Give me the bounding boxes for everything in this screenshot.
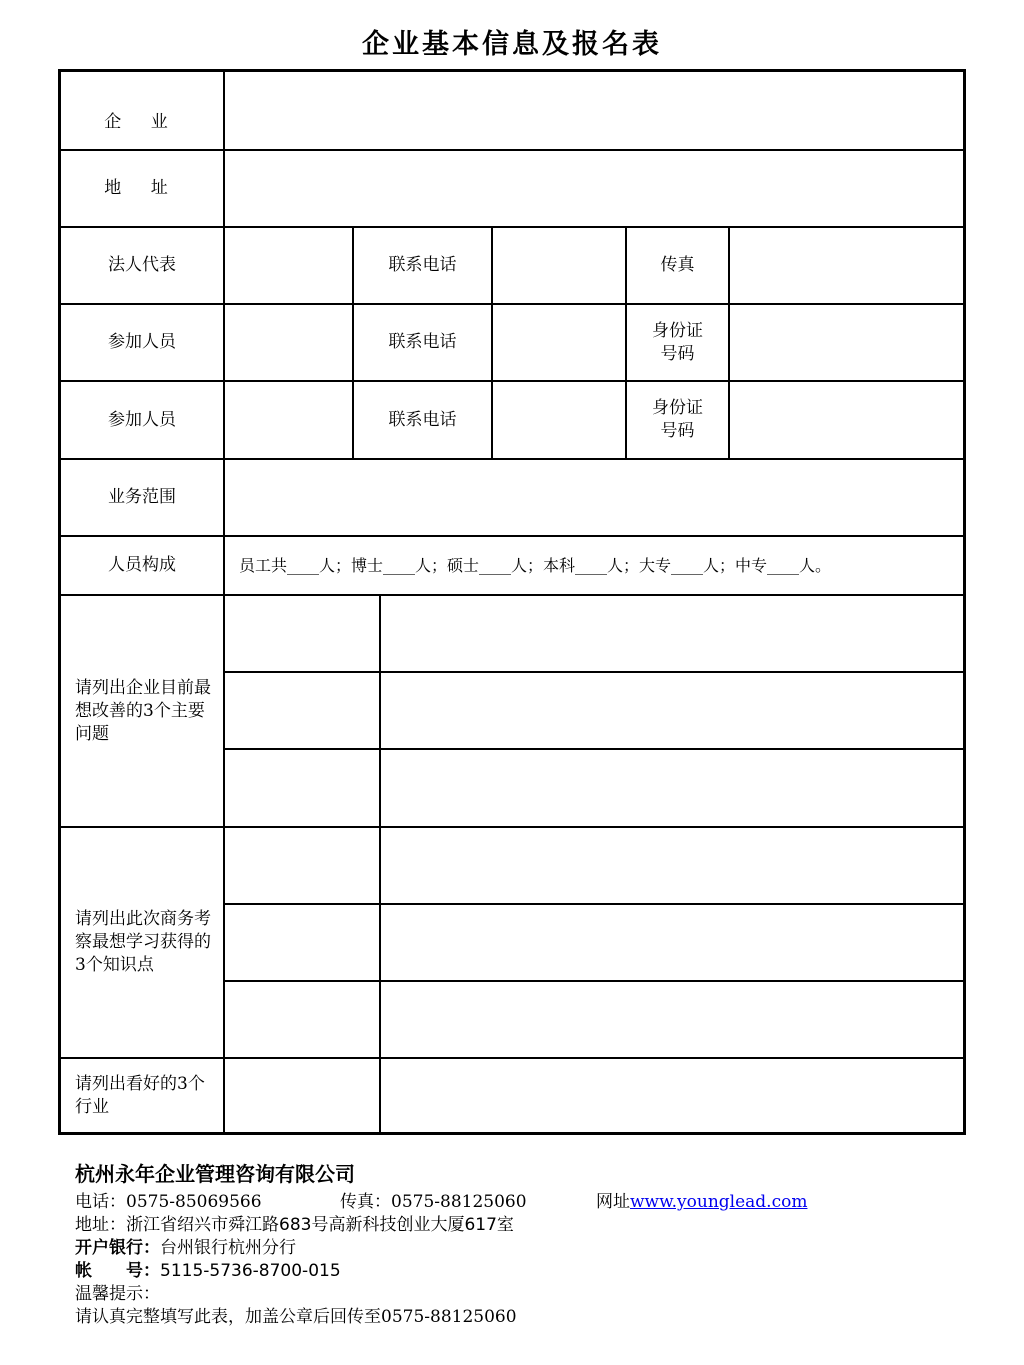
staff-composition-text[interactable]: 员工共____人；博士____人；硕士____人；本科____人；大专____人；中专____人。 bbox=[239, 556, 832, 575]
business-scope-field[interactable] bbox=[225, 460, 963, 535]
staff-label: 人员构成 bbox=[108, 555, 176, 575]
company-field[interactable] bbox=[225, 72, 963, 149]
account-label: 帐 号： bbox=[75, 1261, 160, 1281]
company-label: 企 业 bbox=[104, 111, 180, 132]
bank-label: 开户银行： bbox=[75, 1238, 160, 1258]
participant-2-id-field[interactable] bbox=[730, 382, 963, 458]
id-number-label bbox=[627, 305, 728, 380]
footer-phone: 电话：0575-85069566 bbox=[75, 1192, 262, 1212]
industries-number-field[interactable] bbox=[225, 1059, 379, 1132]
phone-label: 联系电话 bbox=[388, 332, 457, 352]
participant-2-phone-field[interactable] bbox=[493, 382, 625, 458]
learning-3-field[interactable] bbox=[381, 982, 963, 1057]
learning-2-number-field[interactable] bbox=[225, 905, 379, 980]
legal-rep-field[interactable] bbox=[225, 228, 352, 303]
participant-2-field[interactable] bbox=[225, 382, 352, 458]
footer-company-name: 杭州永年企业管理咨询有限公司 bbox=[75, 1162, 355, 1186]
learning-2-field[interactable] bbox=[381, 905, 963, 980]
id-label-line2: 号码 bbox=[660, 343, 695, 364]
fax-label: 传真 bbox=[660, 255, 695, 275]
address-field[interactable] bbox=[225, 151, 963, 226]
footer-tip-label: 温馨提示： bbox=[75, 1284, 160, 1304]
footer-tip-text: 请认真完整填写此表，加盖公章后回传至0575-88125060 bbox=[75, 1307, 517, 1327]
website-label: 网址 bbox=[596, 1192, 630, 1212]
participant-1-id-field[interactable] bbox=[730, 305, 963, 380]
footer-fax: 传真：0575-88125060 bbox=[340, 1192, 527, 1212]
address-label: 地 址 bbox=[104, 178, 180, 198]
id-label-line2: 号码 bbox=[660, 421, 695, 441]
phone-label: 联系电话 bbox=[388, 255, 457, 275]
footer-bank bbox=[75, 1233, 296, 1258]
problem-2-field[interactable] bbox=[381, 673, 963, 748]
industries-field[interactable] bbox=[381, 1059, 963, 1132]
registration-form-table bbox=[58, 69, 966, 1135]
problem-1-field[interactable] bbox=[381, 596, 963, 671]
learning-1-field[interactable] bbox=[381, 828, 963, 903]
problem-2-number-field[interactable] bbox=[225, 673, 379, 748]
id-number-label bbox=[627, 382, 728, 458]
footer-account bbox=[75, 1256, 341, 1281]
problem-3-field[interactable] bbox=[381, 750, 963, 826]
address-prefix: 地址：浙江省绍兴市舜江路 bbox=[75, 1215, 279, 1235]
fax-field[interactable] bbox=[730, 228, 963, 303]
problems-label: 请列出企业目前最想改善的3个主要问题 bbox=[75, 677, 211, 744]
id-label-line1: 身份证 bbox=[652, 320, 703, 341]
participant-label: 参加人员 bbox=[108, 332, 176, 352]
participant-1-phone-field[interactable] bbox=[493, 305, 625, 380]
legal-rep-phone-field[interactable] bbox=[493, 228, 625, 303]
phone-label: 联系电话 bbox=[388, 409, 457, 430]
address-middle: 号高新科技创业大厦 bbox=[311, 1215, 465, 1235]
bank-value: 台州银行杭州分行 bbox=[160, 1238, 296, 1258]
business-scope-label: 业务范围 bbox=[108, 487, 176, 507]
participant-label: 参加人员 bbox=[108, 409, 176, 430]
id-label-line1: 身份证 bbox=[652, 398, 703, 418]
account-value: 5115-5736-8700-015 bbox=[160, 1261, 341, 1281]
learning-3-number-field[interactable] bbox=[225, 982, 379, 1057]
industries-label: 请列出看好的3个行业 bbox=[75, 1073, 205, 1117]
problem-3-number-field[interactable] bbox=[225, 750, 379, 826]
learning-label: 请列出此次商务考察最想学习获得的3个知识点 bbox=[75, 909, 211, 975]
website-link[interactable]: www.younglead.com bbox=[630, 1192, 808, 1212]
legal-rep-label: 法人代表 bbox=[108, 255, 176, 275]
form-title: 企业基本信息及报名表 bbox=[362, 29, 662, 60]
footer-website bbox=[596, 1187, 807, 1212]
learning-1-number-field[interactable] bbox=[225, 828, 379, 903]
address-suffix: 室 bbox=[496, 1215, 514, 1235]
problem-1-number-field[interactable] bbox=[225, 596, 379, 671]
address-number-1: 683 bbox=[279, 1215, 312, 1235]
participant-1-field[interactable] bbox=[225, 305, 352, 380]
address-number-2: 617 bbox=[464, 1215, 497, 1235]
footer-address bbox=[75, 1210, 514, 1235]
